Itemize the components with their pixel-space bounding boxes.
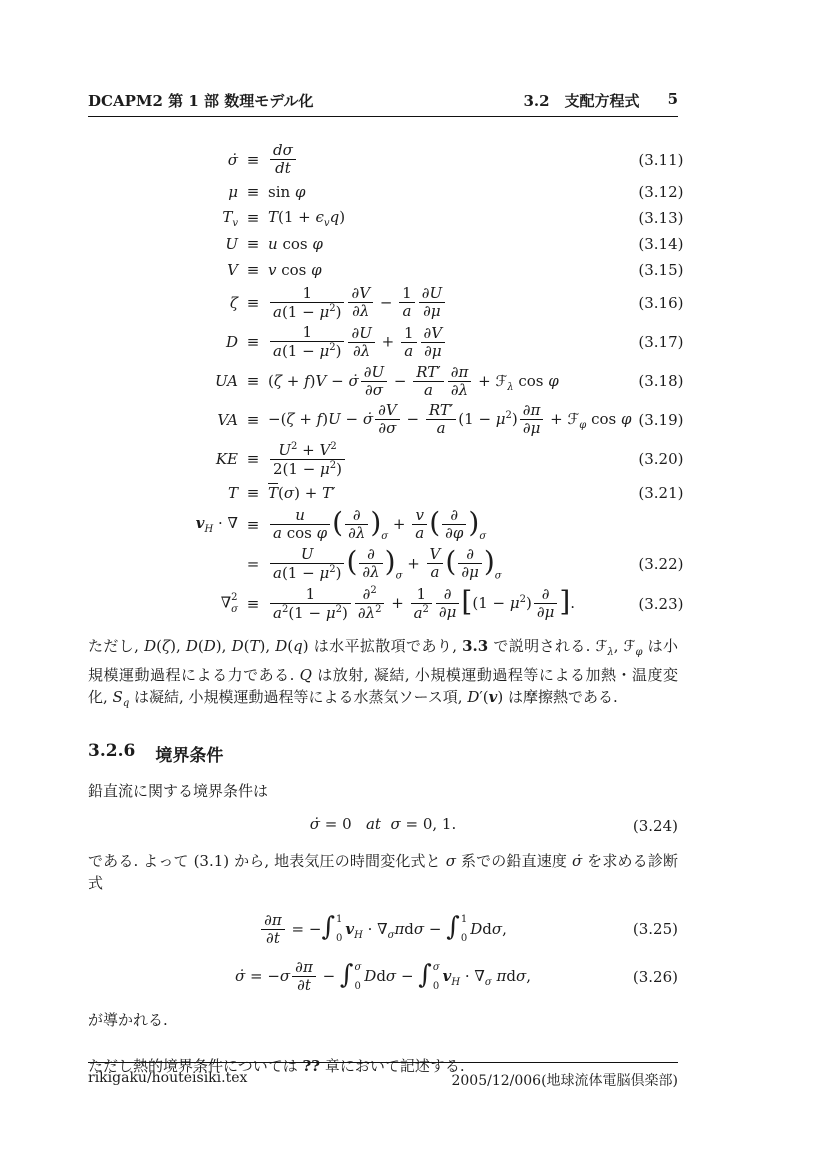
header-right-group bbox=[523, 90, 678, 111]
equation-3-24 bbox=[88, 814, 678, 838]
equation-tag: (3.19) bbox=[638, 410, 684, 429]
equation-relation: ≡ bbox=[246, 150, 260, 169]
equation-rhs: (ζ + f)V − σ̇ $\frac{\partial U}{\partial\sigma}$ − $\frac{RT'}{a}$ $\frac{\partial\pi}{\partial\lambda}$ + ℱ$_\lambda$ cos φ bbox=[268, 362, 559, 399]
equation-relation: ≡ bbox=[246, 333, 260, 352]
equation-rhs: sin φ bbox=[268, 183, 306, 201]
equation-relation: ≡ bbox=[246, 483, 260, 502]
equation-lhs: T bbox=[227, 483, 238, 502]
header-document-title: DCAPM2 第 1 部 数理モデル化 bbox=[88, 92, 314, 110]
equation-block bbox=[88, 141, 684, 623]
equation-tag: (3.15) bbox=[638, 261, 684, 279]
equation-tag: (3.22) bbox=[638, 554, 684, 573]
equation-relation: ≡ bbox=[246, 594, 260, 613]
equation-tag: (3.21) bbox=[638, 483, 684, 502]
header-page-number: 5 bbox=[667, 90, 678, 108]
equation-relation: ≡ bbox=[246, 183, 260, 201]
equation-relation: ≡ bbox=[246, 372, 260, 391]
equation-tag: (3.18) bbox=[638, 372, 684, 391]
equation-tag: (3.16) bbox=[638, 293, 684, 312]
paragraph-diffusion-terms: ただし, D(ζ), D(D), D(T), D(q) は水平拡散項であり, 3.3 で説明される. ℱ$_\lambda$, ℱ$_\varphi$ は小規模運動過程による力である. Q は放射, 凝結, 小規模運動過程等による加熱・温度変化, $S_q$ は凝結, 小規模運動過程等による水蒸気ソース項, D′(v) は摩擦熱である. bbox=[88, 636, 679, 709]
equation-rhs: u cos φ bbox=[268, 235, 323, 253]
equation-body: $\frac{\partial\pi}{\partial t}$ = −∫ 1 0 $v_H \cdot \nabla_\sigma\pi d\sigma$ − ∫ 1 0 Ddσ, bbox=[259, 912, 507, 948]
equation-rhs: $\frac{1}{a(1 - \mu^2)}$ $\frac{\partial U}{\partial\lambda}$ + $\frac{1}{a}$ $\frac{\partial V}{\partial\mu}$ bbox=[268, 324, 632, 361]
equation-tag: (3.14) bbox=[638, 235, 684, 253]
equation-lhs: V bbox=[227, 261, 238, 279]
equation-tag: (3.25) bbox=[632, 920, 678, 939]
equation-lhs: U bbox=[225, 235, 238, 253]
equation-tag: (3.11) bbox=[638, 150, 684, 169]
equation-rhs: $\frac{U}{a(1 - \mu^2)}$ ( ∂ ∂λ )$_\sigma$ + $\frac{V}{a}$ ( ∂ ∂μ )$_\sigma$ bbox=[268, 546, 632, 583]
equation-lhs: μ bbox=[228, 183, 238, 201]
equation-lhs: ζ bbox=[229, 293, 238, 312]
equation-lhs: KE bbox=[215, 450, 238, 469]
equation-lhs: VA bbox=[217, 410, 238, 429]
equation-3-25 bbox=[88, 912, 678, 948]
equation-rhs: −(ζ + f)U − σ̇ $\frac{\partial V}{\partial\sigma}$ − $\frac{RT'}{a}$ $(1 - \mu^2)$ $\frac{\partial\pi}{\partial\mu}$ + ℱ$_\varphi$ cos φ bbox=[268, 401, 632, 438]
equation-tag: (3.17) bbox=[638, 333, 684, 352]
paragraph-thermal-note: ただし熱的境界条件については ?? 章において記述する. bbox=[88, 1056, 465, 1075]
equation-lhs: D bbox=[225, 333, 238, 352]
section-title: 境界条件 bbox=[155, 745, 224, 766]
equation-relation: ≡ bbox=[246, 209, 260, 227]
page-footer bbox=[88, 1062, 678, 1090]
equation-relation: = bbox=[246, 554, 260, 573]
paragraph-derived: が導かれる. bbox=[88, 1010, 168, 1029]
equation-body: σ̇ = 0 at σ = 0, 1. bbox=[309, 814, 457, 833]
equation-rhs: $\frac{1}{a(1 - \mu^2)}$ $\frac{\partial V}{\partial\lambda}$ − $\frac{1}{a}$ $\frac{\partial U}{\partial\mu}$ bbox=[268, 285, 632, 322]
equation-rhs: $\frac{U^2 + V^2}{2(1 - \mu^2)}$ bbox=[268, 441, 632, 479]
header-section-ref: 3.2 支配方程式 bbox=[523, 92, 640, 110]
equation-3-26 bbox=[88, 959, 678, 995]
equation-relation: ≡ bbox=[246, 261, 260, 279]
equation-tag: (3.23) bbox=[638, 594, 684, 613]
equation-lhs: $T_v$ bbox=[222, 207, 238, 229]
equation-lhs: σ̇ bbox=[227, 150, 238, 169]
footer-credit: 2005/12/006(地球流体電脳倶楽部) bbox=[451, 1073, 678, 1089]
equation-lhs: ∇ 2 σ bbox=[220, 592, 238, 615]
equation-tag: (3.26) bbox=[632, 967, 678, 986]
equation-relation: ≡ bbox=[246, 235, 260, 253]
equation-tag: (3.24) bbox=[632, 816, 678, 835]
paragraph-boundary-intro: 鉛直流に関する境界条件は bbox=[88, 781, 269, 800]
section-heading bbox=[88, 741, 678, 766]
footer-filename: rikigaku/houteisiki.tex bbox=[88, 1070, 248, 1086]
equation-tag: (3.20) bbox=[638, 450, 684, 469]
equation-tag: (3.12) bbox=[638, 183, 684, 201]
section-number: 3.2.6 bbox=[88, 740, 136, 761]
equation-relation: ≡ bbox=[246, 293, 260, 312]
paragraph-diagnostic-intro: である. よって (3.1) から, 地表気圧の時間変化式と σ 系での鉛直速度 σ̇ を求める診断式 bbox=[88, 851, 678, 892]
equation-lhs: UA bbox=[214, 372, 238, 391]
equation-rhs: v cos φ bbox=[268, 261, 322, 279]
equation-rhs: $\overline{T}(\sigma) + T'$ bbox=[268, 483, 336, 502]
equation-rhs: $\frac{u}{\text{a cos φ}}$ ( ∂ ∂λ )$_\sigma$ + $\frac{v}{a}$ ( ∂ ∂φ )$_\sigma$ bbox=[268, 507, 632, 543]
equation-rhs: $\frac{1}{a^2(1 - \mu^2)}$ $\frac{\partial^2}{\partial\lambda^2}$ + $\frac{1}{a^2}$ ∂ ∂μ [$(1 - \mu^2)$ ∂ ∂μ ]. bbox=[268, 585, 632, 623]
equation-lhs: $v_H$ · ∇ bbox=[195, 514, 238, 536]
equation-relation: ≡ bbox=[246, 410, 260, 429]
page-header bbox=[88, 90, 678, 117]
equation-body: σ̇ = −σ $\frac{\partial\pi}{\partial t}$ − ∫ σ 0 Ddσ − ∫ σ 0 $v_H \cdot \nabla_\sigma$ πdσ, bbox=[234, 958, 531, 995]
equation-rhs: $T(1 + \epsilon_vq)$ bbox=[268, 207, 346, 229]
equation-relation: ≡ bbox=[246, 515, 260, 534]
equation-rhs: $\frac{d\sigma}{dt}$ bbox=[268, 142, 632, 178]
page-content bbox=[88, 132, 684, 1077]
equation-tag: (3.13) bbox=[638, 209, 684, 227]
equation-relation: ≡ bbox=[246, 450, 260, 469]
